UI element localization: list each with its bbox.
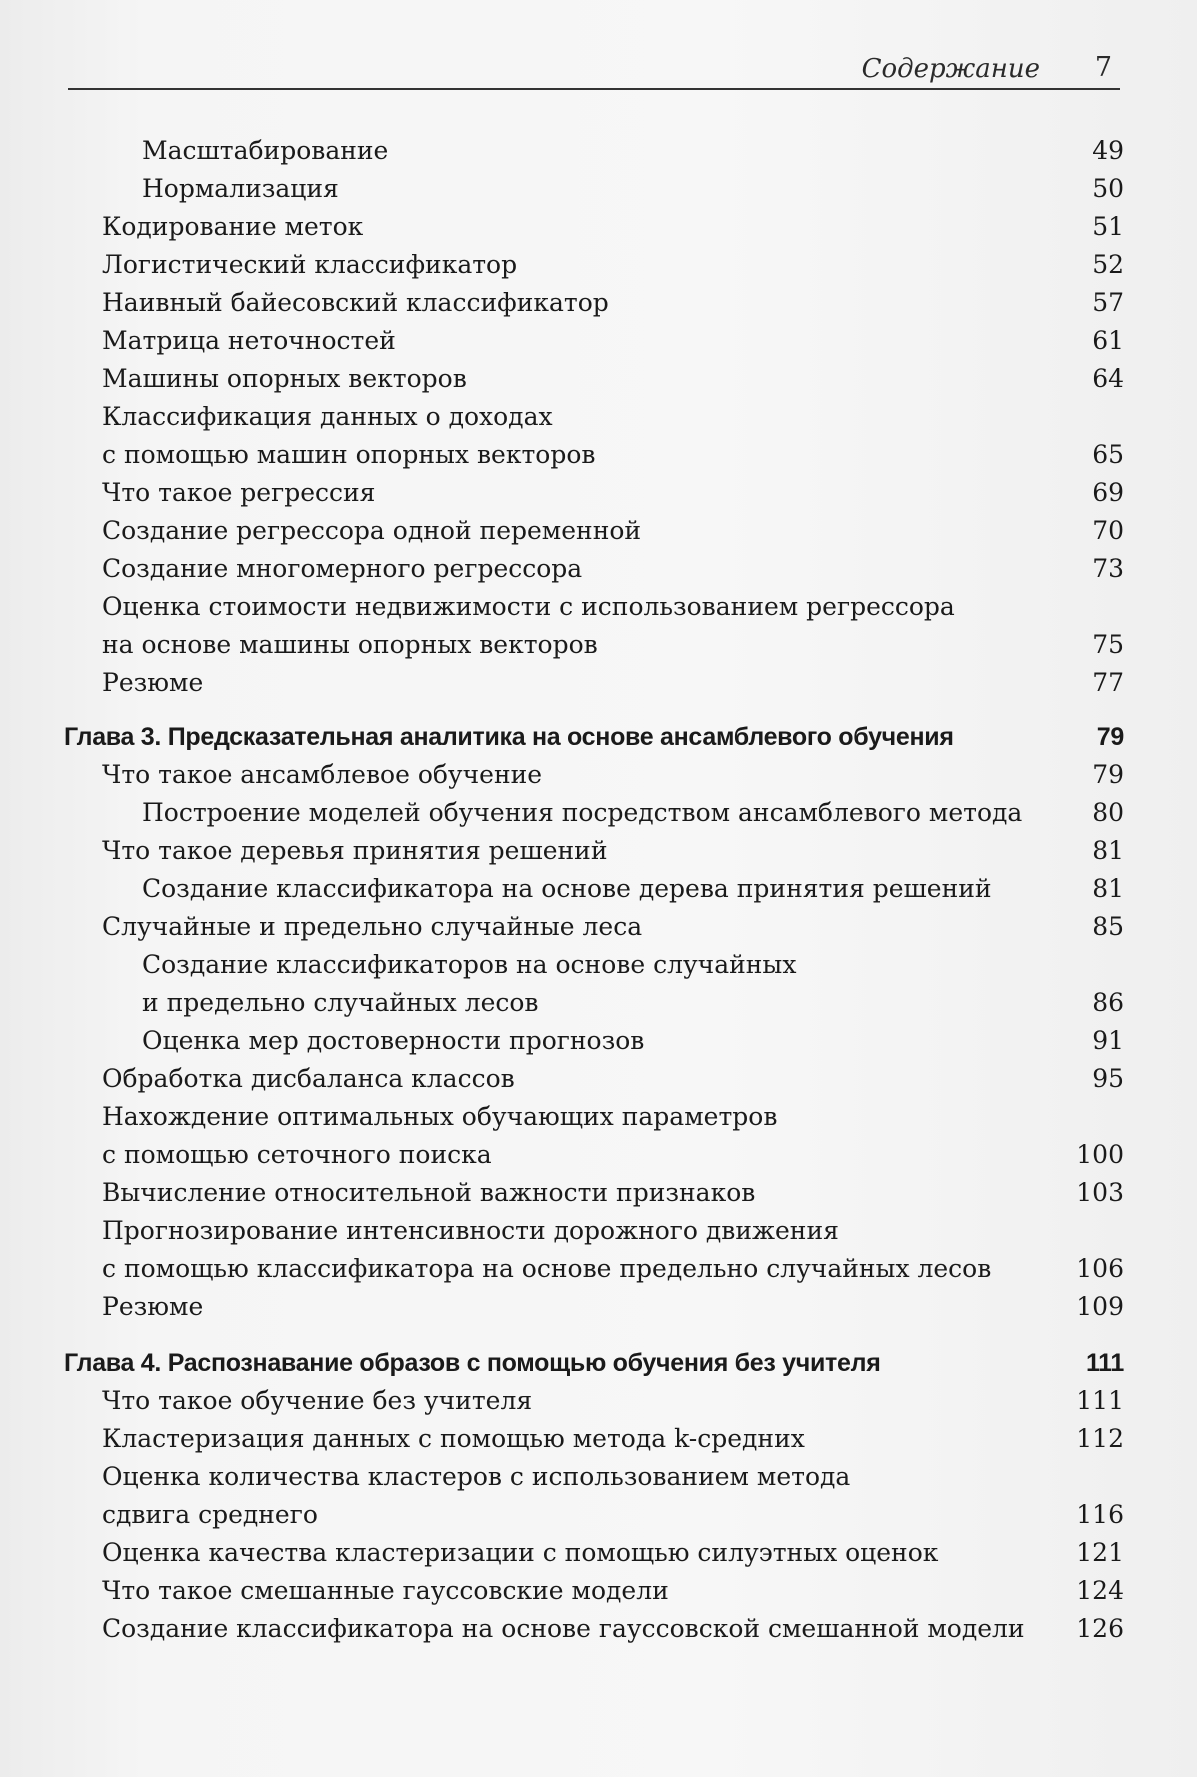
toc-entry-title: Случайные и предельно случайные леса [102,912,643,941]
toc-entry [64,794,1124,832]
toc-entry-title: Нормализация [142,174,339,203]
toc-entry-page: 91 [1092,1026,1124,1055]
toc-entry [64,1060,1124,1098]
toc-entry-title: на основе машины опорных векторов [102,630,598,659]
toc-chapter-heading [64,718,1124,756]
toc-entry-page: 111 [1076,1386,1124,1415]
toc-entry-title: Оценка мер достоверности прогнозов [142,1026,645,1055]
toc-entry [64,664,1124,702]
toc-entry-title: Создание классификаторов на основе случайных [142,950,797,979]
toc-entry [64,550,1124,588]
toc-entry-page: 75 [1092,630,1124,659]
toc-entry-title: Кластеризация данных с помощью метода k-средних [102,1424,805,1453]
toc-entry-title: Классификация данных о доходах [102,402,553,431]
toc-entry-title: Создание классификатора на основе гауссовской смешанной модели [102,1614,1025,1643]
toc-entry-title: Построение моделей обучения посредством ансамблевого метода [142,798,1023,827]
toc-entry-title: и предельно случайных лесов [142,988,539,1017]
toc-entry [64,360,1124,398]
toc-entry [64,322,1124,360]
toc-entry-page: 86 [1092,988,1124,1017]
toc-entry-title: Создание регрессора одной переменной [102,516,642,545]
toc-entry-page: 51 [1092,212,1124,241]
toc-entry-title: с помощью сеточного поиска [102,1140,492,1169]
toc-entry-title: Создание классификатора на основе дерева принятия решений [142,874,992,903]
toc-entry-title: Что такое деревья принятия решений [102,836,608,865]
toc-entry [64,1022,1124,1060]
toc-entry [64,1212,1124,1288]
toc-entry-page: 116 [1076,1500,1124,1529]
toc-entry-page: 95 [1092,1064,1124,1093]
toc-entry-page: 106 [1076,1254,1124,1283]
running-header [68,52,1120,92]
toc-entry-page: 65 [1092,440,1124,469]
toc-entry [64,946,1124,1022]
toc-entry-title: Матрица неточностей [102,326,396,355]
toc-entry-title: Масштабирование [142,136,389,165]
toc-entry [64,1458,1124,1534]
toc-entry [64,1572,1124,1610]
toc-entry-page: 52 [1092,250,1124,279]
toc-entry-page: 64 [1092,364,1124,393]
toc-entry-title: с помощью классификатора на основе предельно случайных лесов [102,1254,992,1283]
toc-entry-page: 50 [1092,174,1124,203]
toc-entry [64,1174,1124,1212]
toc-entry [64,246,1124,284]
toc-entry [64,1610,1124,1648]
toc-entry [64,1420,1124,1458]
toc-entry-title: Создание многомерного регрессора [102,554,583,583]
toc-entry-title: Глава 4. Распознавание образов с помощью обучения без учителя [64,1349,881,1377]
toc-entry [64,1098,1124,1174]
toc-entry-page: 100 [1076,1140,1124,1169]
toc-entry-title: Что такое смешанные гауссовские модели [102,1576,669,1605]
toc-entry-page: 121 [1076,1538,1124,1567]
toc-entry-page: 80 [1092,798,1124,827]
toc-entry [64,512,1124,550]
toc-entry-title: Обработка дисбаланса классов [102,1064,515,1093]
toc-entry [64,1382,1124,1420]
toc-entry-title: Оценка стоимости недвижимости с использованием регрессора [102,592,955,621]
toc-entry-title: Нахождение оптимальных обучающих параметров [102,1102,778,1131]
toc-entry-page: 109 [1076,1292,1124,1321]
toc-entry-title: Машины опорных векторов [102,364,467,393]
toc-entry-page: 79 [1092,760,1124,789]
toc-entry-page: 111 [1085,1349,1124,1377]
toc-entry [64,870,1124,908]
toc-entry-page: 49 [1092,136,1124,165]
header-rule [68,88,1120,90]
toc-entry [64,398,1124,474]
toc-entry [64,208,1124,246]
toc-entry-page: 112 [1076,1424,1124,1453]
toc-chapter-heading [64,1344,1124,1382]
toc-entry-page: 126 [1076,1614,1124,1643]
toc-entry [64,132,1124,170]
toc-entry [64,832,1124,870]
toc-entry-title: Оценка количества кластеров с использованием метода [102,1462,851,1491]
toc-entry-title: Что такое регрессия [102,478,376,507]
toc-entry-title: Наивный байесовский классификатор [102,288,609,317]
toc-entry-page: 70 [1092,516,1124,545]
running-header-title: Содержание [861,54,1040,84]
toc-entry-title: сдвига среднего [102,1500,318,1529]
toc-entry-title: с помощью машин опорных векторов [102,440,596,469]
toc-entry-title: Резюме [102,668,204,697]
toc-entry-page: 81 [1092,836,1124,865]
page-number: 7 [1094,52,1112,83]
toc-entry [64,284,1124,322]
toc-entry [64,1534,1124,1572]
toc-entry-title: Резюме [102,1292,204,1321]
toc-entry-title: Что такое обучение без учителя [102,1386,533,1415]
toc-entry [64,1288,1124,1326]
toc-entry-page: 61 [1092,326,1124,355]
toc-entry-page: 77 [1092,668,1124,697]
toc-entry-title: Оценка качества кластеризации с помощью силуэтных оценок [102,1538,939,1567]
toc-entry [64,474,1124,512]
toc-entry [64,588,1124,664]
toc-entry [64,908,1124,946]
toc-entry-page: 73 [1092,554,1124,583]
table-of-contents [64,132,1124,1648]
toc-entry-title: Глава 3. Предсказательная аналитика на основе ансамблевого обучения [64,723,954,751]
toc-entry-title: Что такое ансамблевое обучение [102,760,543,789]
toc-entry-page: 69 [1092,478,1124,507]
toc-entry-page: 103 [1076,1178,1124,1207]
toc-entry-page: 81 [1092,874,1124,903]
toc-entry-title: Вычисление относительной важности признаков [102,1178,756,1207]
toc-entry [64,170,1124,208]
toc-entry-page: 79 [1096,723,1124,751]
toc-entry-title: Логистический классификатор [102,250,518,279]
toc-entry-page: 124 [1076,1576,1124,1605]
toc-entry-page: 57 [1092,288,1124,317]
toc-entry [64,756,1124,794]
toc-entry-page: 85 [1092,912,1124,941]
toc-entry-title: Прогнозирование интенсивности дорожного движения [102,1216,839,1245]
toc-entry-title: Кодирование меток [102,212,364,241]
